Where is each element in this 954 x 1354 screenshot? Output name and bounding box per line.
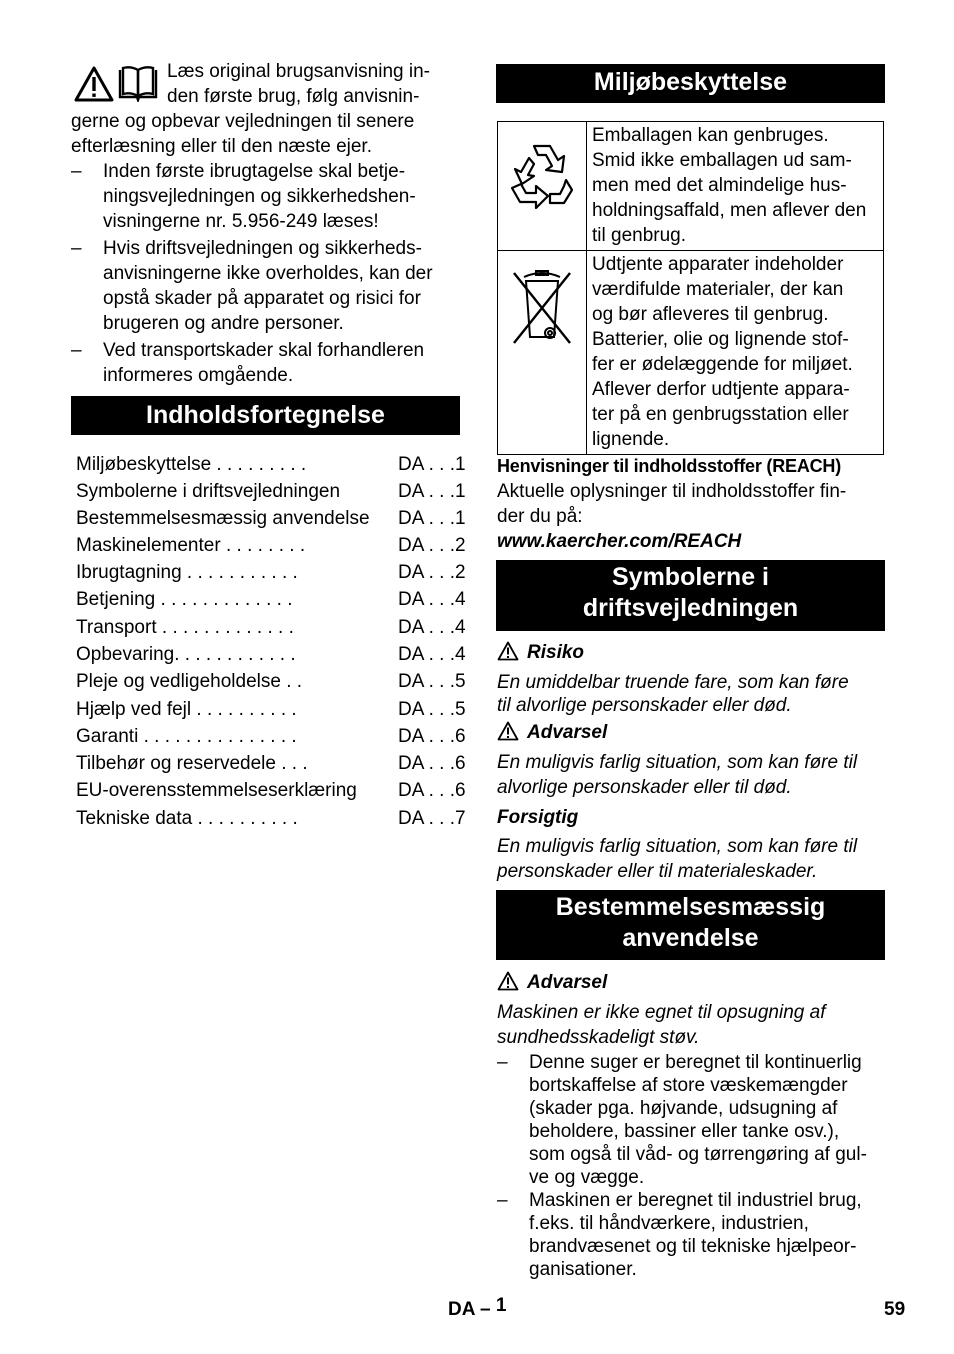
footer-section-label: DA [448,1299,475,1320]
reach-url-link[interactable]: www.kaercher.com/REACH [497,531,742,552]
toc-entry[interactable] [76,451,474,478]
env-text-line: Aflever derfor udtjente appara- [592,379,850,400]
bullet-line: opstå skader på apparatet og risici for [103,288,421,309]
bullet-line: som også til våd- og tørrengøring af gul- [529,1144,867,1165]
intro-line: den første brug, følg anvisnin- [167,86,420,107]
crossed-bin-icon-cell [498,251,587,455]
risk-text-line: til alvorlige personskader eller død. [497,695,792,716]
toc-entry-page: DA . . .6 [398,780,466,801]
bullet-line: Hvis driftsvejledningen og sikkerheds- [103,238,422,259]
toc-entry[interactable] [76,668,474,695]
footer-section-page: 1 [495,1295,507,1316]
toc-entry-name: Garanti . . . . . . . . . . . . . . . [76,726,297,747]
toc-entry[interactable] [76,505,474,532]
env-row-recycle [498,122,884,251]
env-text-line: ter på en genbrugsstation eller [592,404,849,425]
toc-entry-name: Tilbehør og reservedele . . . [76,753,308,774]
env-text-line: Smid ikke emballagen ud sam- [592,150,852,171]
bullet-line: brandvæsenet og til tekniske hjælpeor- [529,1236,857,1257]
intro-line: efterlæsning eller til den næste ejer. [71,136,372,157]
bullet-line: Inden første ibrugtagelse skal betje- [103,161,406,182]
toc-entry[interactable] [76,614,474,641]
use-title-line: Bestemmelsesmæssig [555,893,826,921]
warning-text-line: En muligvis farlig situation, som kan føre til [497,752,858,773]
toc-entry-page: DA . . .5 [398,699,466,720]
env-text-line: lignende. [592,429,670,450]
toc-entry[interactable] [76,559,474,586]
toc-entry-name: Pleje og vedligeholdelse . . [76,671,303,692]
risk-label-text: Risiko [527,642,585,663]
recycle-icon [504,138,580,214]
recycle-icon-cell [498,122,587,251]
toc-entry[interactable] [76,723,474,750]
reach-text-line: der du på: [497,506,583,527]
toc-entry-page: DA . . .1 [398,454,466,475]
symbols-title-line: Symbolerne i [612,563,769,591]
caution-label: Forsigtig [497,807,579,828]
toc-entry-name: Symbolerne i driftsvejledningen [76,481,341,502]
bullet-line: ningsvejledningen og sikkerhedshen- [103,186,416,207]
toc-entry[interactable] [76,696,474,723]
env-text-line: værdifulde materialer, der kan [592,279,844,300]
bullet-line: visningerne nr. 5.956-249 læses! [103,211,379,232]
bullet-dash: – [497,1052,508,1073]
env-table [497,121,884,455]
env-text-line: holdningsaffald, men aflever den [592,200,867,221]
reach-title: Henvisninger til indholdsstoffer (REACH) [497,456,842,476]
toc-entry-name: Miljøbeskyttelse . . . . . . . . . [76,454,307,475]
toc-entry-page: DA . . .4 [398,617,466,638]
toc-entry-name: EU-overensstemmelseserklæring [76,780,357,801]
bullet-dash: – [71,238,82,259]
toc-entry-page: DA . . .5 [398,671,466,692]
caution-text-line: En muligvis farlig situation, som kan føre til [497,836,858,857]
intro-line: gerne og opbevar vejledningen til senere [71,111,415,132]
footer-section [448,1295,507,1322]
env-text-line: Emballagen kan genbruges. [592,125,829,146]
bullet-line: ganisationer. [529,1259,637,1280]
symbols-title [496,560,885,631]
toc-entry-name: Ibrugtagning . . . . . . . . . . . [76,562,298,583]
warning-triangle-icon [497,971,519,991]
risk-text-line: En umiddelbar truende fare, som kan føre [497,672,849,693]
risk-label [497,640,584,665]
env-text-line: fer er ødelæggende for miljøet. [592,354,853,375]
bullet-line: Maskinen er beregnet til industriel brug, [529,1190,862,1211]
toc-entry-page: DA . . .4 [398,644,466,665]
toc-entry-name: Hjælp ved fejl . . . . . . . . . . [76,699,297,720]
env-text-line: Batterier, olie og lignende stof- [592,329,849,350]
bullet-line: beholdere, bassiner eller tanke osv.), [529,1121,840,1142]
use-warning-text-line: sundhedsskadeligt støv. [497,1027,700,1048]
toc-entry-name: Opbevaring. . . . . . . . . . . . [76,644,296,665]
bullet-dash: – [497,1190,508,1211]
toc-entry-name: Transport . . . . . . . . . . . . . [76,617,294,638]
env-row-text [587,251,884,455]
env-text-line: til genbrug. [592,225,687,246]
toc-entry-name: Betjening . . . . . . . . . . . . . [76,589,293,610]
warning-label [497,720,607,745]
toc-title: Indholdsfortegnelse [71,396,460,435]
reach-text-line: Aktuelle oplysninger til indholdsstoffer fin- [497,481,847,502]
toc-entry[interactable] [76,586,474,613]
bullet-line: bortskaffelse af store væskemængder [529,1075,848,1096]
warning-triangle-icon [497,721,519,741]
intro-line: Læs original brugsanvisning in- [167,61,430,82]
bullet-line: Denne suger er beregnet til kontinuerlig [529,1052,862,1073]
bullet-dash: – [71,340,82,361]
env-text-line: Udtjente apparater indeholder [592,254,844,275]
bullet-line: (skader pga. højvande, udsugning af [529,1098,838,1119]
toc-entry[interactable] [76,750,474,777]
toc-entry-page: DA . . .7 [398,808,466,829]
toc-entry[interactable] [76,777,474,804]
warning-triangle-icon [497,641,519,661]
toc-entry-page: DA . . .6 [398,753,466,774]
use-title [496,890,885,960]
symbols-title-line: driftsvejledningen [582,594,799,622]
bullet-line: ve og vægge. [529,1167,645,1188]
warning-text-line: alvorlige personskader eller til død. [497,777,792,798]
toc-entry-page: DA . . .2 [398,535,466,556]
crossed-bin-icon [510,267,574,347]
toc-entry[interactable] [76,805,474,832]
bullet-line: f.eks. til håndværkere, industrien, [529,1213,809,1234]
toc-entry[interactable] [76,478,474,505]
env-text-line: og bør afleveres til genbrug. [592,304,829,325]
bullet-line: informeres omgående. [103,365,294,386]
book-icon [117,66,159,107]
toc-entry-page: DA . . .4 [398,589,466,610]
use-warning-label [497,970,607,995]
env-row-disposal [498,251,884,455]
bullet-line: anvisningerne ikke overholdes, kan der [103,263,433,284]
use-warning-label-text: Advarsel [527,972,608,993]
bullet-dash: – [71,161,82,182]
toc-entry-name: Maskinelementer . . . . . . . . [76,535,306,556]
warning-label-text: Advarsel [527,722,608,743]
use-title-line: anvendelse [622,924,759,952]
caution-text-line: personskader eller til materialeskader. [497,861,818,882]
footer-dash: – [480,1299,491,1320]
toc-entry[interactable] [76,532,474,559]
toc-entry-name: Bestemmelsesmæssig anvendelse [76,508,370,529]
intro-warning-icon [74,66,114,107]
env-text-line: men med det almindelige hus- [592,175,847,196]
toc-entry-page: DA . . .6 [398,726,466,747]
env-row-text [587,122,884,251]
env-title: Miljøbeskyttelse [496,64,885,103]
bullet-line: Ved transportskader skal forhandleren [103,340,425,361]
page-number: 59 [884,1299,906,1320]
toc-entry-page: DA . . .1 [398,508,466,529]
toc-entry[interactable] [76,641,474,668]
toc-entry-page: DA . . .2 [398,562,466,583]
toc-entry-page: DA . . .1 [398,481,466,502]
use-warning-text-line: Maskinen er ikke egnet til opsugning af [497,1002,826,1023]
toc-entry-name: Tekniske data . . . . . . . . . . [76,808,298,829]
bullet-line: brugeren og andre personer. [103,313,344,334]
